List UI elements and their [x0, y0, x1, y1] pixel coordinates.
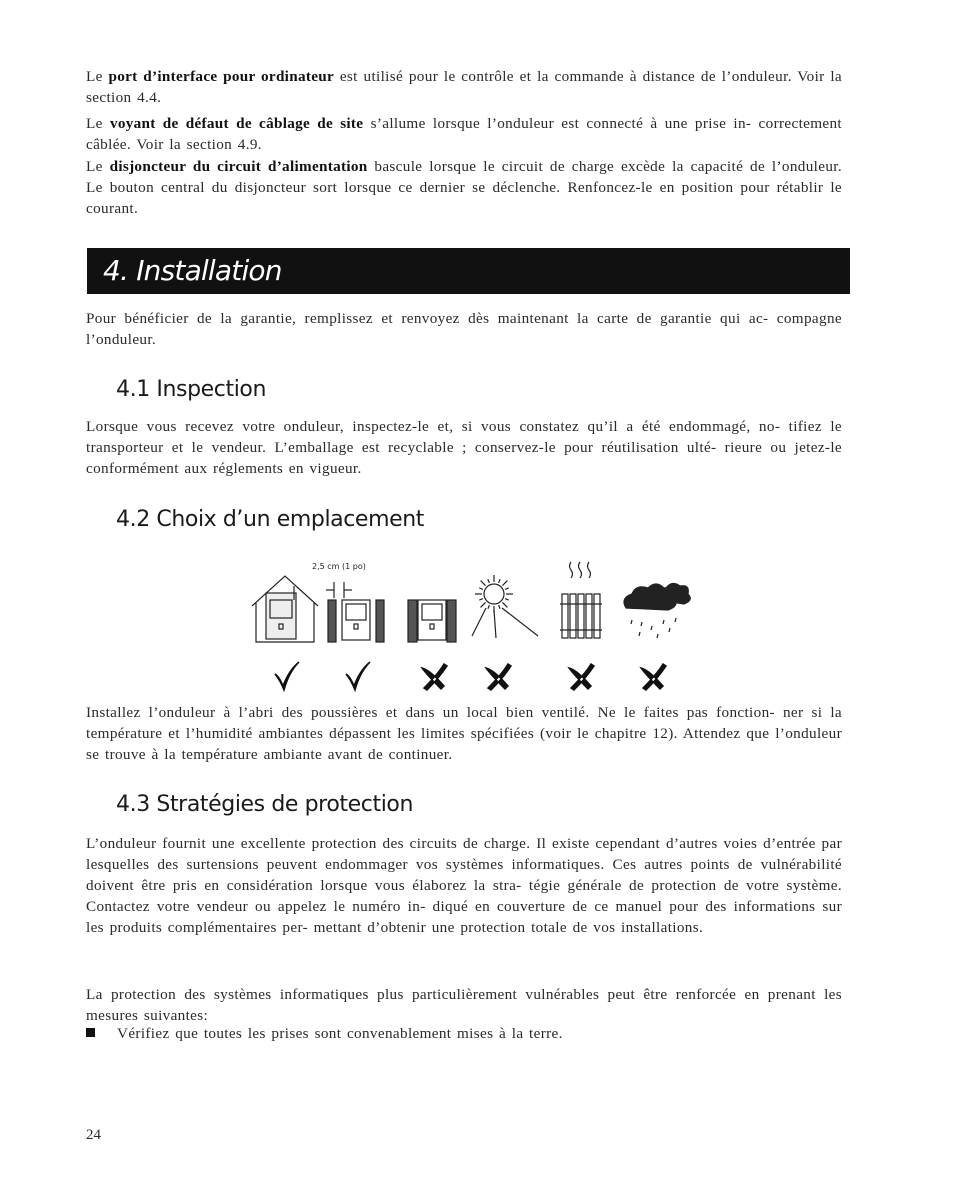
heading-inspection: 4.1 Inspection [116, 377, 267, 402]
section-banner [87, 248, 850, 294]
paragraph-prefix: Le [86, 158, 110, 175]
cross-mark-icon [486, 664, 511, 690]
section-intro: Pour bénéficier de la garantie, remplissez et renvoyez dès maintenant la carte de garantie qui ac- compagne l’onduleur. [86, 310, 842, 348]
paragraph-text: est utilisé pour le contrôle et la commande à distance de l’onduleur. Voir la section 4.4. [86, 68, 843, 106]
page-number: 24 [86, 1127, 101, 1143]
sun-icon [472, 575, 538, 638]
protection-measures-intro: La protection des systèmes informatiques plus particulièrement vulnérables peut être renforcée en prenant les mesures suivantes: [86, 986, 842, 1024]
radiator-icon [560, 562, 602, 638]
paragraph-text: s’allume lorsque l’onduleur est connecté à une prise in- correctement câblée. Voir la section 4.9. [86, 115, 842, 153]
location-text: Installez l’onduleur à l’abri des poussières et dans un local bien ventilé. Ne le faites pas fonction- ner si la température et l’humidité ambiantes dépassent les limites spécifiées (voir le chapitre 12). Attendez que l’onduleur se trouve à la température ambiante avant de continuer. [86, 704, 842, 763]
bold-term: voyant de défaut de câblage de site [109, 115, 364, 132]
heading-location: 4.2 Choix d’un emplacement [116, 507, 424, 532]
ups-enclosed-icon [408, 600, 456, 642]
cross-mark-icon [422, 664, 447, 690]
bold-term: disjoncteur du circuit d’alimentation [109, 158, 368, 175]
paragraph-prefix: Le [86, 115, 110, 132]
paragraph-breaker [86, 156, 842, 219]
cross-mark-icon [569, 664, 594, 690]
placement-figure [248, 556, 698, 696]
check-mark-icon [275, 662, 299, 690]
inspection-text: Lorsque vous recevez votre onduleur, inspectez-le et, si vous constatez qu’il a été endommagé, no- tifiez le transporteur et le vendeur. L’emballage est recyclable ; conservez-le pour réutilisation ulté- rieure ou jetez-le conformément aux réglements en vigueur. [86, 418, 842, 477]
house-icon [252, 576, 318, 642]
protection-text: L’onduleur fournit une excellente protection des circuits de charge. Il existe cependant d’autres voies d’entrée par lesquelles des surtensions peuvent endommager vos systèmes informatiques. Ces autres points de vulnérabilité doivent être pris en considération lorsque vous élaborez la stra- tégie générale de protection de votre système. Contactez votre vendeur ou appelez le numéro in- diqué en couverture de ce manuel pour des informations sur les produits complémentaires per- mettant d’obtenir une protection totale de vos installations. [86, 835, 842, 936]
ups-clearance-icon [326, 582, 384, 642]
paragraph-computer-port [86, 66, 842, 108]
paragraph-prefix: Le [86, 68, 109, 85]
list-item-text: Vérifiez que toutes les prises sont convenablement mises à la terre. [117, 1025, 563, 1042]
cross-mark-icon [641, 664, 666, 690]
bullet-square-icon [86, 1028, 95, 1037]
bold-term: port d’interface pour ordinateur [108, 68, 335, 85]
check-mark-icon [346, 662, 370, 690]
section-title: 4. Installation [103, 254, 282, 287]
list-item [86, 1025, 563, 1043]
clearance-label: 2,5 cm (1 po) [312, 562, 366, 571]
placement-marks [275, 662, 666, 690]
paragraph-wiring-fault [86, 113, 842, 155]
rain-cloud-icon [624, 583, 690, 638]
heading-protection: 4.3 Stratégies de protection [116, 792, 414, 817]
paragraph-text: bascule lorsque le circuit de charge excède la capacité de l’onduleur. Le bouton central du disjoncteur sort lorsque ce dernier se déclenche. Renfoncez-le en position pour rétablir le courant. [86, 158, 842, 217]
